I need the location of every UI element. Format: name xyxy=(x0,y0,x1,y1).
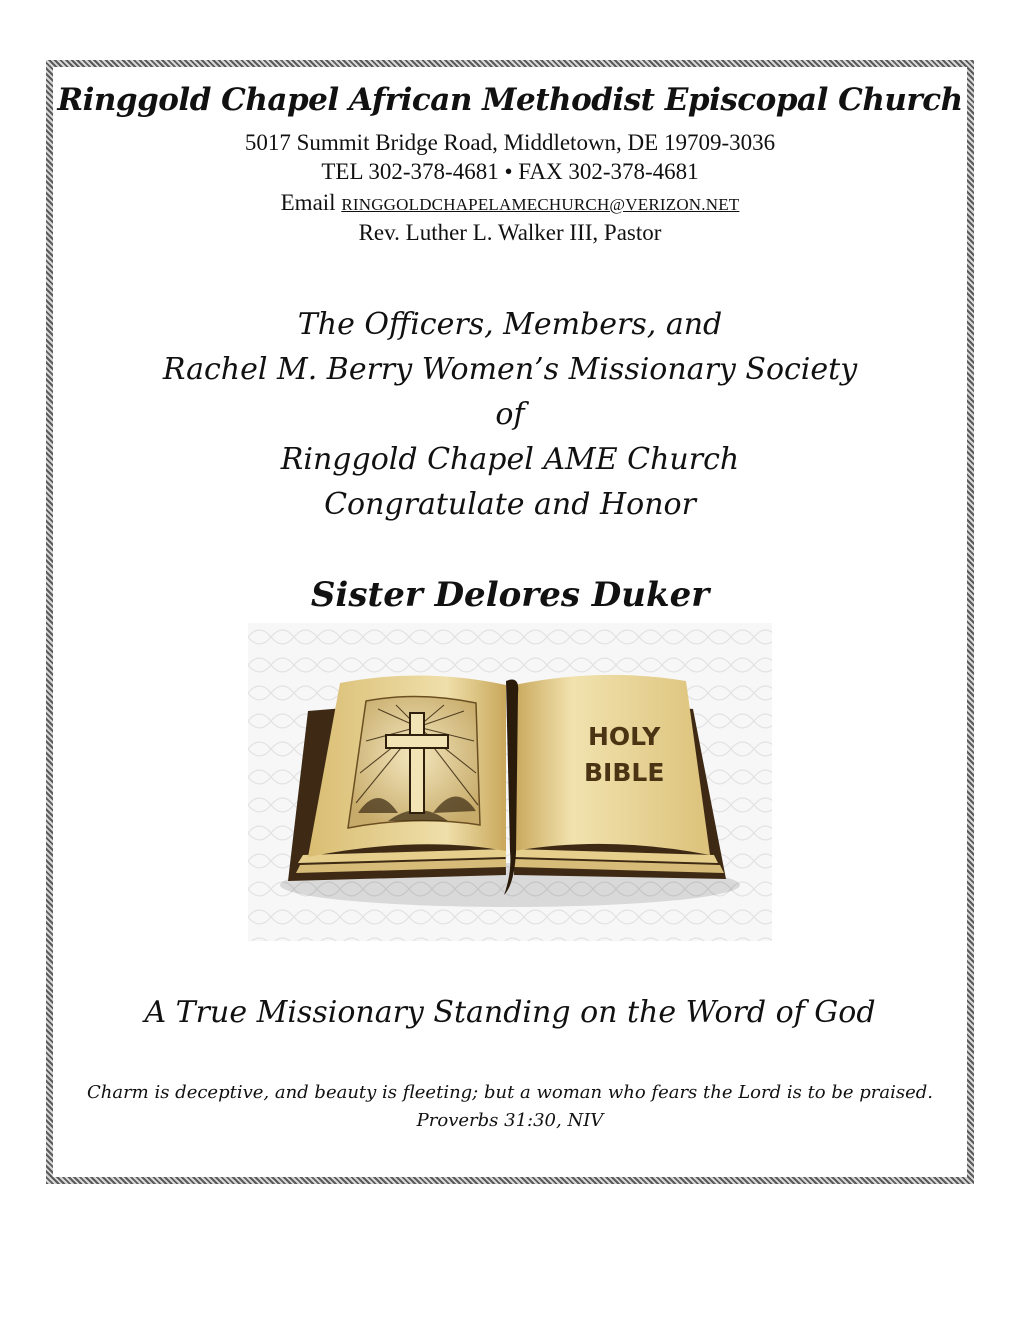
motto: A True Missionary Standing on the Word of God xyxy=(144,995,876,1030)
book-title-line2: BIBLE xyxy=(584,758,665,787)
church-address: 5017 Summit Bridge Road, Middletown, DE 19709-3036 xyxy=(244,130,776,155)
church-name-heading: Ringgold Chapel African Methodist Episcopal Church xyxy=(57,82,963,118)
scripture-reference: Proverbs 31:30, NIV xyxy=(416,1110,604,1131)
tribute-line-5: Congratulate and Honor xyxy=(324,487,696,522)
tribute-line-1: The Officers, Members, and xyxy=(297,307,723,342)
tribute-line-4: Ringgold Chapel AME Church xyxy=(280,442,740,477)
scripture-verse: Charm is deceptive, and beauty is fleeting; but a woman who fears the Lord is to be praised. xyxy=(86,1082,934,1103)
pastor-line: Rev. Luther L. Walker III, Pastor xyxy=(358,220,662,245)
holy-bible-image xyxy=(248,623,772,941)
email-label: Email xyxy=(280,190,336,215)
church-phone-fax: TEL 302-378-4681 • FAX 302-378-4681 xyxy=(321,159,699,184)
book-title-line1: HOLY xyxy=(588,722,661,751)
honoree-name: Sister Delores Duker xyxy=(310,575,710,615)
tribute-line-2: Rachel M. Berry Women’s Missionary Society xyxy=(162,352,858,387)
email-link[interactable]: RINGGOLDCHAPELAMECHURCH@VERIZON.NET xyxy=(341,195,740,214)
church-email-line xyxy=(53,190,967,216)
tribute-line-3: of xyxy=(495,397,525,432)
page-border xyxy=(46,60,974,1184)
